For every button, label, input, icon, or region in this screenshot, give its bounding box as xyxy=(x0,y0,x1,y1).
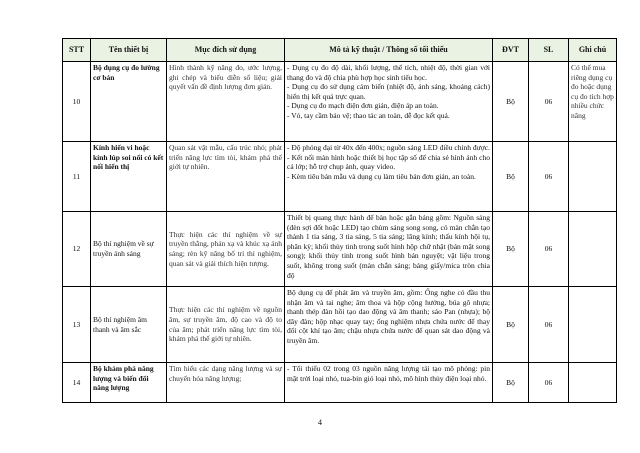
row-description xyxy=(285,142,493,212)
row-description xyxy=(285,363,493,403)
row-stt: 12 xyxy=(63,212,91,287)
header-purpose: Mục đích sử dụng xyxy=(167,39,285,62)
description-line: - Dụng cụ đo độ dài, khối lượng, thể tích, nhiệt độ, thời gian với thang đo và độ chia phù hợp học sinh tiểu học. xyxy=(287,63,490,82)
page-number: 4 xyxy=(318,418,322,427)
row-purpose: Hình thành kỹ năng đo, ước lượng, ghi chép và biểu diễn số liệu; giải quyết vấn đề định lượng đơn giản. xyxy=(167,62,285,142)
table-row xyxy=(63,287,617,363)
description-line: - Kết nối màn hình hoặc thiết bị học tập số để chia sẻ hình ảnh cho cả lớp; hỗ trợ chụp ảnh, quay video. xyxy=(287,152,490,172)
row-quantity: 06 xyxy=(529,363,569,403)
table-row xyxy=(63,363,617,403)
row-quantity: 06 xyxy=(529,62,569,142)
header-unit: ĐVT xyxy=(493,39,529,62)
row-device-name: Bộ khám phá năng lượng và biến đổi năng lượng xyxy=(91,363,167,403)
header-quantity: SL xyxy=(529,39,569,62)
row-note xyxy=(569,142,617,212)
table-row xyxy=(63,142,617,212)
row-unit: Bộ xyxy=(493,363,529,403)
row-purpose: Thực hiện các thí nghiệm về nguồn âm, sự truyền âm, độ cao và độ to của âm; phát triển năng lực tìm tòi, khám phá thế giới tự nhiên. xyxy=(167,287,285,363)
description-line: - Tối thiểu 02 trong 03 nguồn năng lượng tái tạo mô phỏng: pin mặt trời loại nhỏ, tua-bin gió loại nhỏ, mô hình thủy điện loại nhỏ. xyxy=(287,364,490,383)
row-unit: Bộ xyxy=(493,142,529,212)
row-quantity: 06 xyxy=(529,142,569,212)
row-device-name: Kính hiển vi hoặc kính lúp soi nổi có kết nối hiển thị xyxy=(91,142,167,212)
description-line: - Kèm tiêu bản mẫu và dụng cụ làm tiêu bản đơn giản, an toàn. xyxy=(287,171,476,181)
description-line: Bộ dụng cụ để phát âm và truyền âm, gồm: Ống nghe có đầu thu nhận âm và tai nghe; âm thoa và hộp cộng hưởng, búa gõ nhựa; thanh thép đàn hồi tạo dao động và âm thanh; sáo Pan (nhựa); bộ dây đàn; hộp nhạc quay tay; ống nghiệm nhựa chứa nước để thay đổi cột khí tạo âm; chậu nhựa chứa nước để quan sát dao động và truyền âm. xyxy=(287,288,490,345)
row-note: Có thể mua riêng dụng cụ đo hoặc dụng cụ đo tích hợp nhiều chức năng xyxy=(569,62,617,142)
header-stt: STT xyxy=(63,39,91,62)
row-stt: 14 xyxy=(63,363,91,403)
row-stt: 10 xyxy=(63,62,91,142)
header-device-name: Tên thiết bị xyxy=(91,39,167,62)
row-quantity: 06 xyxy=(529,287,569,363)
row-device-name: Bộ thí nghiệm âm thanh và âm sắc xyxy=(91,287,167,363)
header-technical-description: Mô tả kỹ thuật / Thông số tối thiểu xyxy=(285,39,493,62)
description-line: - Vỏ, tay cầm bảo vệ; thao tác an toàn, dễ đọc kết quả. xyxy=(287,110,450,120)
table-header-row xyxy=(63,39,617,62)
row-device-name: Bộ thí nghiệm về sự truyền ánh sáng xyxy=(91,212,167,287)
row-note xyxy=(569,363,617,403)
description-line: Thiết bị quang thực hành để bàn hoặc gắn bảng gồm: Nguồn sáng (đèn sợi đốt hoặc LED) tạo chùm sáng song song, có màn chắn tạo thành 1 tia sáng, 3 tia sáng, 5 tia sáng; lăng kính; thấu kính hội tụ, phân kỳ; khối thủy tinh trong suốt hình hộp chữ nhật (bán mặt song song); khối thủy tinh trong suốt hình bán nguyệt; vật liệu trong suốt, không trong suốt (màn chắn sáng; bảng giấy/mica tròn chia độ xyxy=(287,213,490,280)
row-purpose: Quan sát vật mẫu, cấu trúc nhỏ; phát triển năng lực tìm tòi, khám phá thế giới tự nhiên. xyxy=(167,142,285,212)
row-unit: Bộ xyxy=(493,62,529,142)
row-description xyxy=(285,212,493,287)
table-row xyxy=(63,212,617,287)
row-description xyxy=(285,62,493,142)
row-unit: Bộ xyxy=(493,287,529,363)
row-note xyxy=(569,287,617,363)
row-note xyxy=(569,212,617,287)
row-device-name: Bộ dụng cụ đo lường cơ bản xyxy=(91,62,167,142)
row-purpose: Thực hiện các thí nghiệm về sự truyền thẳng, phản xạ và khúc xạ ánh sáng; rèn kỹ năng bố trí thí nghiệm, quan sát và giải thích hiện tượng. xyxy=(167,212,285,287)
description-line: - Độ phóng đại từ 40x đến 400x; nguồn sáng LED điều chỉnh được. xyxy=(287,143,490,152)
header-note: Ghi chú xyxy=(569,39,617,62)
table-row xyxy=(63,62,617,142)
row-description xyxy=(285,287,493,363)
row-stt: 13 xyxy=(63,287,91,363)
description-line: - Dụng cụ đo sử dụng cảm biến (nhiệt độ, ánh sáng, khoảng cách) hiển thị kết quả trực quan. xyxy=(287,82,490,101)
row-purpose: Tìm hiểu các dạng năng lượng và sự chuyển hóa năng lượng; xyxy=(167,363,285,403)
equipment-table xyxy=(62,38,617,403)
row-quantity: 06 xyxy=(529,212,569,287)
description-line: - Dụng cụ đo mạch điện đơn giản, điện áp an toàn. xyxy=(287,101,439,111)
row-unit: Bộ xyxy=(493,212,529,287)
row-stt: 11 xyxy=(63,142,91,212)
